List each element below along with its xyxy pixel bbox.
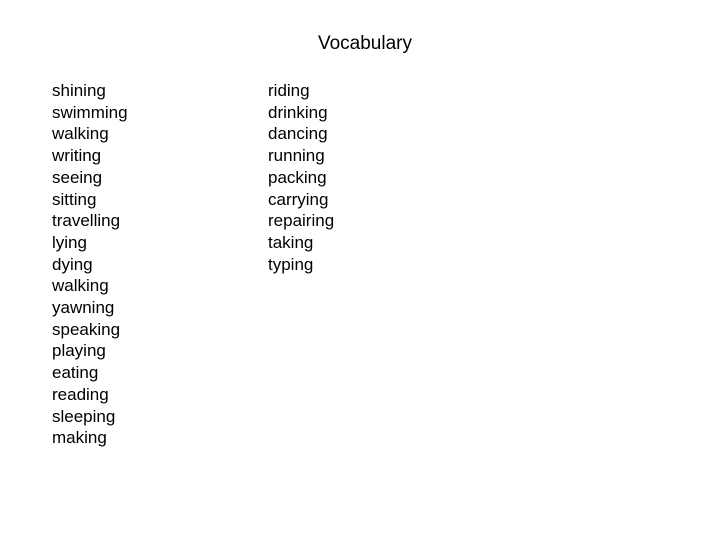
vocabulary-word: packing bbox=[268, 167, 327, 187]
vocabulary-word: making bbox=[52, 428, 107, 448]
vocabulary-word: riding bbox=[268, 81, 310, 100]
vocabulary-word: walking bbox=[52, 124, 109, 144]
vocabulary-word: writing bbox=[52, 146, 102, 166]
vocabulary-word: seeing bbox=[52, 167, 103, 187]
vocabulary-word: walking bbox=[52, 276, 109, 296]
vocabulary-word: playing bbox=[52, 341, 106, 361]
vocabulary-word: lying bbox=[52, 232, 87, 252]
vocabulary-word: eating bbox=[52, 363, 99, 383]
vocabulary-word: carrying bbox=[268, 189, 329, 209]
vocabulary-word: running bbox=[268, 146, 325, 166]
vocabulary-word: reading bbox=[52, 384, 109, 404]
vocabulary-word: repairing bbox=[268, 211, 335, 231]
vocabulary-word: travelling bbox=[52, 211, 121, 231]
vocabulary-column-left bbox=[52, 80, 128, 449]
vocabulary-word: speaking bbox=[52, 319, 121, 339]
vocabulary-column-right bbox=[268, 80, 334, 275]
vocabulary-word: drinking bbox=[268, 102, 328, 122]
vocabulary-word: typing bbox=[268, 254, 314, 274]
vocabulary-word: sleeping bbox=[52, 406, 116, 426]
vocabulary-word: swimming bbox=[52, 102, 128, 122]
vocabulary-word: yawning bbox=[52, 298, 115, 318]
vocabulary-word: dancing bbox=[268, 124, 328, 144]
vocabulary-word: sitting bbox=[52, 189, 97, 209]
page-title: Vocabulary bbox=[317, 33, 412, 54]
vocabulary-word: dying bbox=[52, 254, 93, 274]
vocabulary-word: taking bbox=[268, 232, 314, 252]
vocabulary-word: shining bbox=[52, 81, 106, 100]
